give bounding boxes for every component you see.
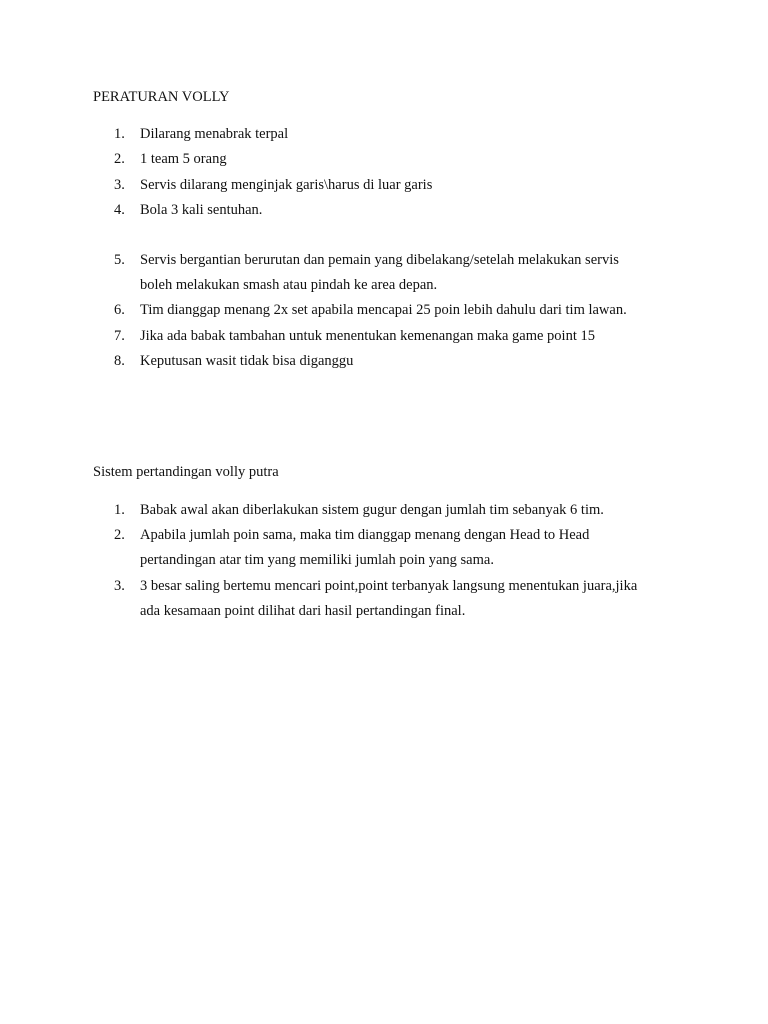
list-number: 6. <box>114 302 125 318</box>
section-title-sistem-pertandingan: Sistem pertandingan volly putra <box>93 464 279 480</box>
list-text <box>140 574 700 624</box>
list-text-line: Bola 3 kali sentuhan. <box>140 201 263 218</box>
list-text <box>140 498 700 523</box>
list-text-line: Tim dianggap menang 2x set apabila mencapai 25 poin lebih dahulu dari tim lawan. <box>140 301 627 318</box>
list-text <box>140 173 700 198</box>
list-number: 4. <box>114 202 125 218</box>
list-number: 7. <box>114 328 125 344</box>
list-text <box>140 198 700 223</box>
list-text <box>140 298 700 323</box>
list-text-line: boleh melakukan smash atau pindah ke area depan. <box>140 276 438 293</box>
list-text-line: Apabila jumlah poin sama, maka tim dianggap menang dengan Head to Head <box>140 526 590 543</box>
list-text-line: Dilarang menabrak terpal <box>140 125 289 142</box>
list-text <box>140 349 700 374</box>
list-text-line: ada kesamaan point dilihat dari hasil pertandingan final. <box>140 602 466 619</box>
list-text-line: Servis dilarang menginjak garis\harus di luar garis <box>140 176 433 193</box>
list-text <box>140 147 700 172</box>
section-title-peraturan: PERATURAN VOLLY <box>93 89 230 105</box>
list-text <box>140 248 700 298</box>
list-number: 3. <box>114 578 125 594</box>
list-text-line: 1 team 5 orang <box>140 150 227 167</box>
list-text-line: Servis bergantian berurutan dan pemain yang dibelakang/setelah melakukan servis <box>140 251 619 268</box>
list-text-line: Keputusan wasit tidak bisa diganggu <box>140 352 354 369</box>
list-number: 2. <box>114 151 125 167</box>
list-text-line: Jika ada babak tambahan untuk menentukan kemenangan maka game point 15 <box>140 327 595 344</box>
list-number: 5. <box>114 252 125 268</box>
list-text <box>140 122 700 147</box>
list-number: 8. <box>114 353 125 369</box>
list-number: 3. <box>114 177 125 193</box>
list-number: 1. <box>114 126 125 142</box>
list-number: 1. <box>114 502 125 518</box>
list-text <box>140 324 700 349</box>
list-text-line: Babak awal akan diberlakukan sistem gugur dengan jumlah tim sebanyak 6 tim. <box>140 501 604 518</box>
list-text-line: pertandingan atar tim yang memiliki jumlah poin yang sama. <box>140 551 494 568</box>
list-text-line: 3 besar saling bertemu mencari point,point terbanyak langsung menentukan juara,jika <box>140 577 638 594</box>
list-text <box>140 523 700 573</box>
list-number: 2. <box>114 527 125 543</box>
